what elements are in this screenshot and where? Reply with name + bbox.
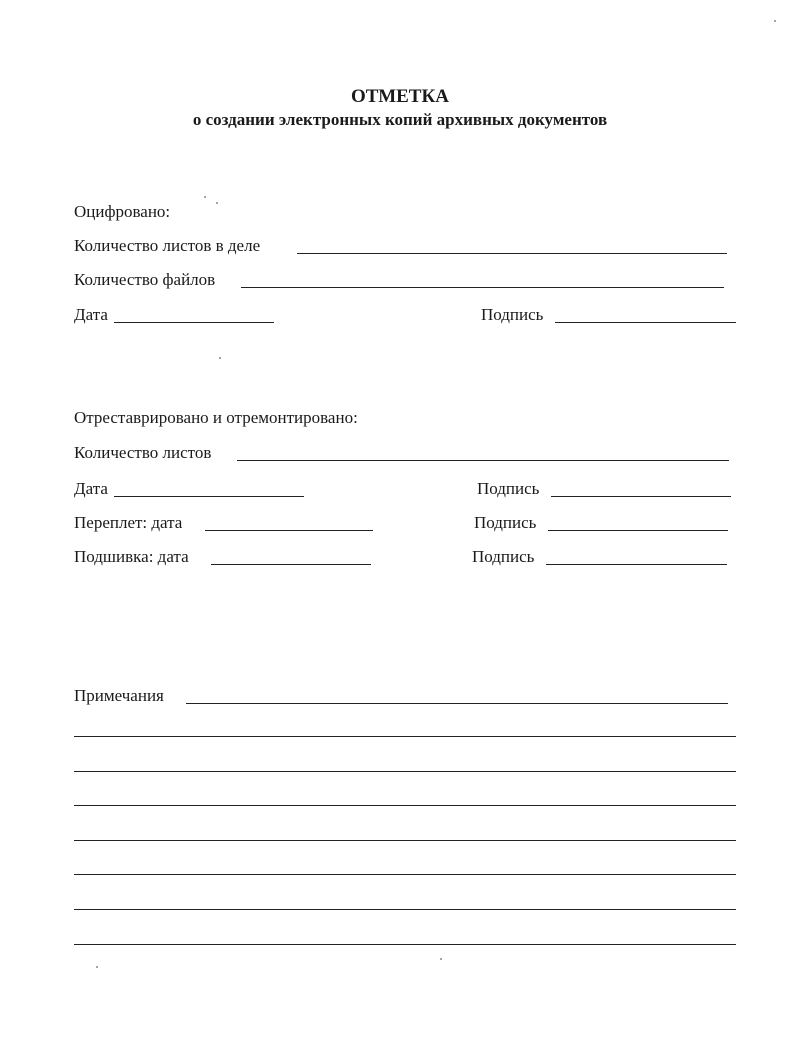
digitized-heading: Оцифровано:	[74, 202, 171, 221]
notes-line[interactable]	[74, 909, 736, 910]
restored-sheets-label: Количество листов	[74, 443, 212, 462]
scan-speck	[440, 958, 442, 960]
digitized-files-field[interactable]	[241, 287, 724, 288]
scan-speck	[96, 966, 98, 968]
binding-date-label: Переплет: дата	[74, 513, 183, 532]
notes-line[interactable]	[74, 736, 736, 737]
stitching-signature-label: Подпись	[472, 547, 535, 566]
notes-line[interactable]	[74, 771, 736, 772]
binding-signature-field[interactable]	[548, 530, 728, 531]
restored-signature-field[interactable]	[551, 496, 731, 497]
scan-speck	[204, 196, 206, 198]
restored-date-label: Дата	[74, 479, 108, 498]
binding-signature-label: Подпись	[474, 513, 537, 532]
notes-line[interactable]	[74, 805, 736, 806]
notes-line[interactable]	[74, 874, 736, 875]
notes-label: Примечания	[74, 686, 164, 705]
digitized-date-field[interactable]	[114, 322, 274, 323]
digitized-signature-field[interactable]	[555, 322, 736, 323]
restored-heading: Отреставрировано и отремонтировано:	[74, 408, 358, 427]
digitized-signature-label: Подпись	[481, 305, 544, 324]
restored-sheets-field[interactable]	[237, 460, 729, 461]
stitching-date-field[interactable]	[211, 564, 371, 565]
scan-speck	[774, 20, 776, 22]
scan-speck	[219, 357, 221, 359]
binding-date-field[interactable]	[205, 530, 373, 531]
digitized-sheets-label: Количество листов в деле	[74, 236, 261, 255]
stitching-signature-field[interactable]	[546, 564, 727, 565]
restored-signature-label: Подпись	[477, 479, 540, 498]
notes-line[interactable]	[74, 944, 736, 945]
stitching-date-label: Подшивка: дата	[74, 547, 189, 566]
restored-date-field[interactable]	[114, 496, 304, 497]
page-title: ОТМЕТКА	[351, 86, 449, 107]
notes-line[interactable]	[186, 703, 728, 704]
scan-speck	[216, 202, 218, 204]
digitized-date-label: Дата	[74, 305, 108, 324]
page-subtitle: о создании электронных копий архивных документов	[192, 110, 608, 129]
digitized-sheets-field[interactable]	[297, 253, 727, 254]
digitized-files-label: Количество файлов	[74, 270, 216, 289]
notes-line[interactable]	[74, 840, 736, 841]
